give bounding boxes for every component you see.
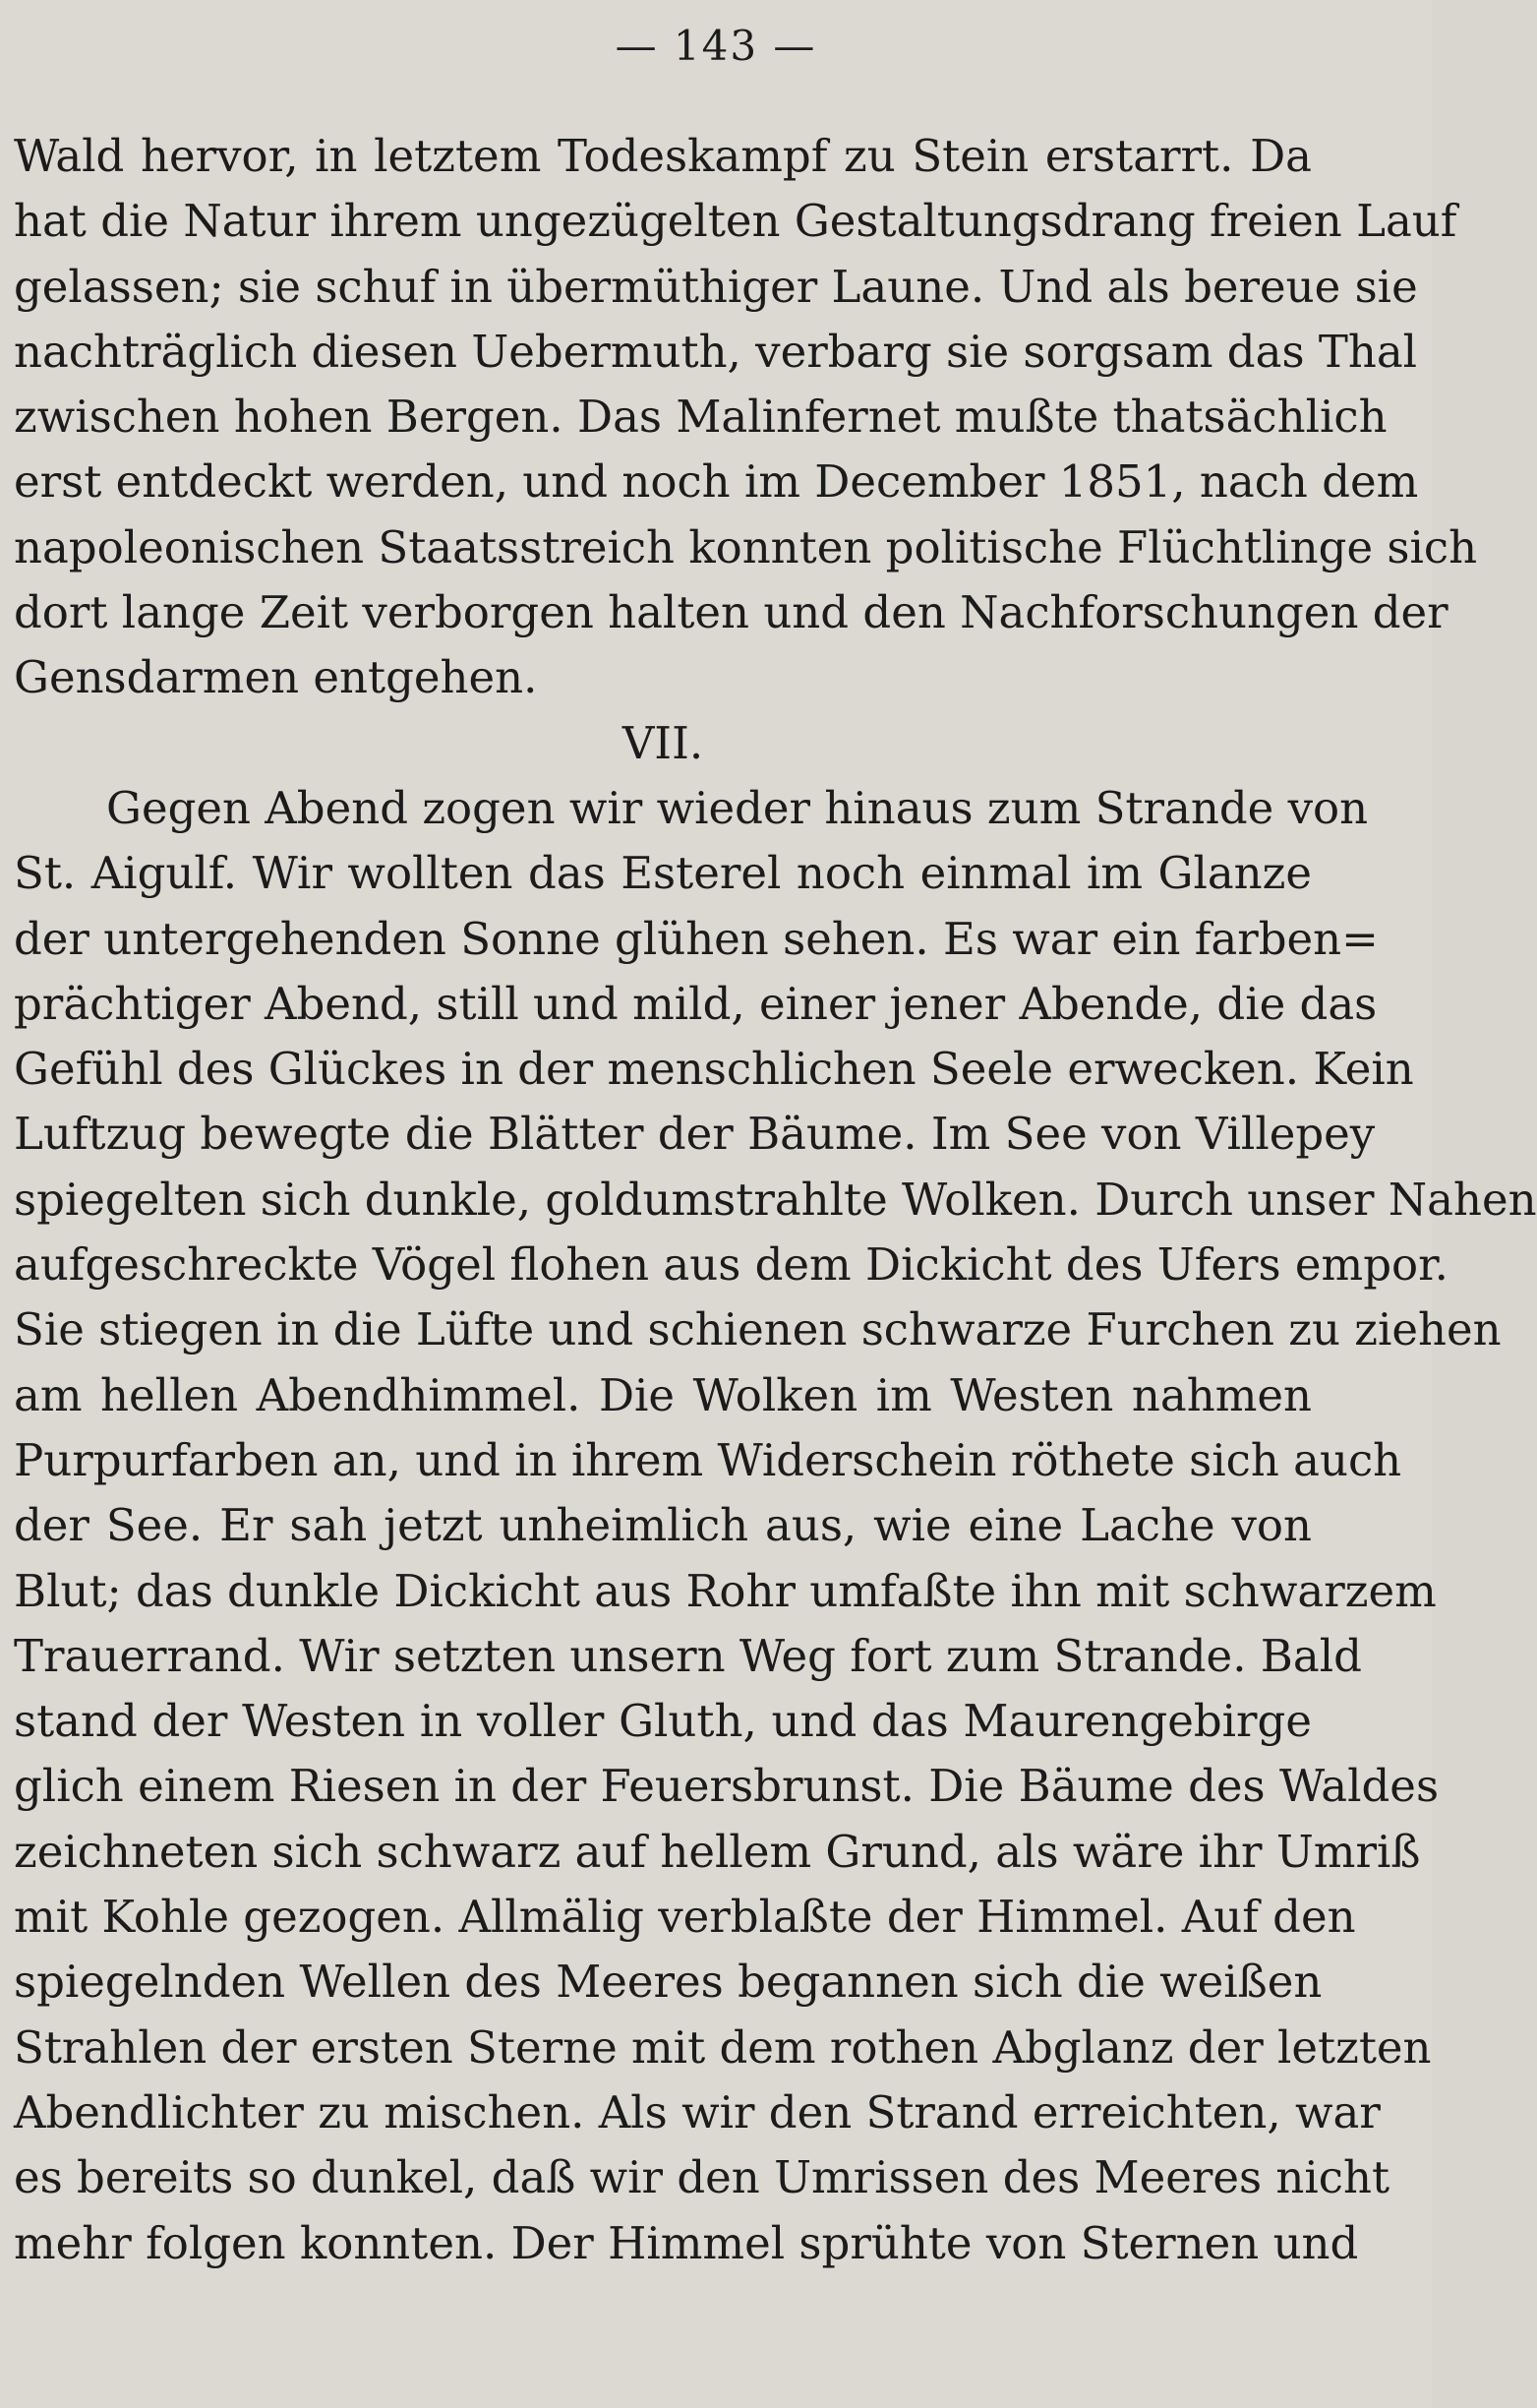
text-line: gelassen; sie schuf in übermüthiger Laune. Und als bereue sie [14,260,1418,313]
page-text [14,124,1537,2276]
text-line: prächtiger Abend, still und mild, einer jener Abende, die das [14,977,1378,1030]
text-line: Blut; das dunkle Dickicht aus Rohr umfaßte ihn mit schwarzem [14,1564,1437,1617]
text-line: zeichneten sich schwarz auf hellem Grund, als wäre ihr Umriß [14,1825,1421,1878]
text-line: Wald hervor, in letztem Todeskampf zu Stein erstarrt. Da [14,130,1312,182]
text-line: Trauerrand. Wir setzten unsern Weg fort zum Strande. Bald [14,1629,1362,1682]
text-line: mehr folgen konnten. Der Himmel sprühte von Sternen und [14,2216,1359,2269]
text-line: Sie stiegen in die Lüfte und schienen schwarze Furchen zu ziehen [14,1303,1502,1356]
text-line: erst entdeckt werden, und noch im December 1851, nach dem [14,455,1419,509]
text-line: dort lange Zeit verborgen halten und den Nachforschungen der [14,586,1448,639]
text-line: Gensdarmen entgehen. [14,651,538,704]
text-line: Abendlichter zu mischen. Als wir den Strand erreichten, war [14,2085,1381,2138]
page-number: — 143 — [615,22,817,70]
text-line: es bereits so dunkel, daß wir den Umrissen des Meeres nicht [14,2151,1390,2204]
text-line: Purpurfarben an, und in ihrem Widerschein röthete sich auch [14,1433,1402,1486]
text-line: nachträglich diesen Uebermuth, verbarg sie sorgsam das Thal [14,325,1418,378]
text-line: Gefühl des Glückes in der menschlichen Seele erwecken. Kein [14,1043,1414,1096]
text-line: am hellen Abendhimmel. Die Wolken im Westen nahmen [14,1368,1312,1421]
text-line: spiegelnden Wellen des Meeres begannen sich die weißen [14,1956,1323,2009]
text-line: glich einem Riesen in der Feuersbrunst. Die Bäume des Waldes [14,1760,1440,1813]
section-heading: VII. [621,716,704,769]
text-line: napoleonischen Staatsstreich konnten politische Flüchtlinge sich [14,520,1478,573]
text-line: Luftzug bewegte die Blätter der Bäume. Im See von Villepey [14,1108,1376,1161]
text-line: stand der Westen in voller Gluth, und das Maurengebirge [14,1695,1312,1748]
text-line: spiegelten sich dunkle, goldumstrahlte Wolken. Durch unser Nahen [14,1173,1537,1226]
text-line: hat die Natur ihrem ungezügelten Gestaltungsdrang freien Lauf [14,195,1457,248]
text-line: Gegen Abend zogen wir wieder hinaus zum Strande von [106,781,1369,834]
text-line: der untergehenden Sonne glühen sehen. Es war ein farben= [14,912,1379,965]
text-line: aufgeschreckte Vögel flohen aus dem Dickicht des Ufers empor. [14,1238,1448,1292]
text-line: zwischen hohen Bergen. Das Malinfernet mußte thatsächlich [14,391,1388,444]
text-line: St. Aigulf. Wir wollten das Esterel noch einmal im Glanze [14,847,1312,900]
text-line: mit Kohle gezogen. Allmälig verblaßte der Himmel. Auf den [14,1891,1356,1944]
text-line: der See. Er sah jetzt unheimlich aus, wie eine Lache von [14,1499,1312,1552]
text-line: Strahlen der ersten Sterne mit dem rothen Abglanz der letzten [14,2020,1432,2074]
